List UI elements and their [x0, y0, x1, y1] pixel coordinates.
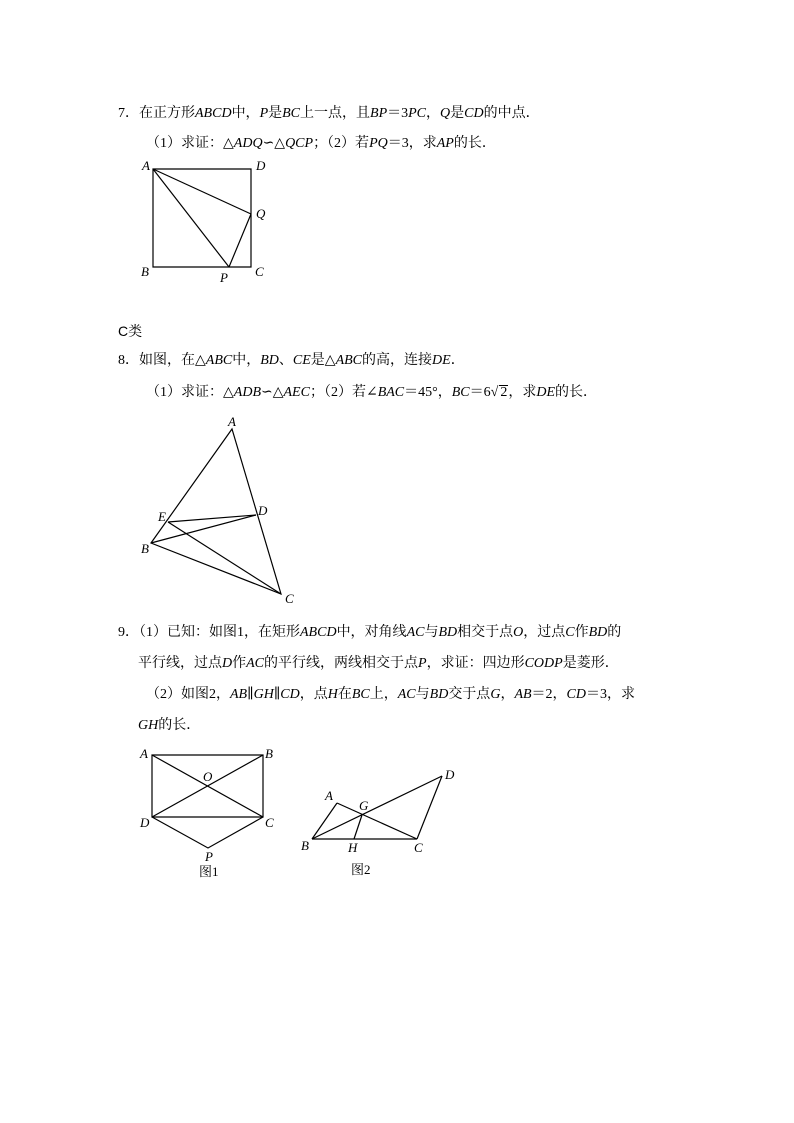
p7-label-b: B	[141, 264, 149, 279]
p8-stem: 8．如图，在△ABC中，BD、CE是△ABC的高，连接DE．	[118, 353, 465, 368]
fig1-caption: 图1	[199, 864, 219, 879]
fig1-label-c: C	[265, 815, 274, 830]
p7-label-d: D	[256, 158, 266, 173]
section-c-heading: C类	[118, 323, 143, 339]
p9-line-3: （2）如图2，AB∥GH∥CD，点H在BC上，AC与BD交于点G，AB＝2，CD＝3，求	[146, 687, 635, 702]
fig1-label-o: O	[203, 769, 213, 784]
fig1-label-d: D	[140, 815, 150, 830]
fig2-label-c: C	[414, 840, 423, 855]
fig2-label-a: A	[325, 788, 333, 803]
p7-label-c: C	[255, 264, 264, 279]
fig2-label-d: D	[445, 767, 455, 782]
p8-label-b: B	[141, 541, 149, 556]
fig2-label-h: H	[348, 840, 358, 855]
p7-label-a: A	[142, 158, 150, 173]
p7-stem: 7．在正方形ABCD中，P是BC上一点，且BP＝3PC，Q是CD的中点．	[118, 106, 540, 121]
p7-subquestions: （1）求证：△ADQ∽△QCP；（2）若PQ＝3，求AP的长．	[146, 136, 496, 151]
sqrt-argument: 2	[500, 385, 508, 400]
p8-label-d: D	[258, 503, 268, 518]
p9-line-1: 9．（1）已知：如图1，在矩形ABCD中，对角线AC与BD相交于点O，过点C作BD的	[118, 625, 622, 640]
fig1-label-b: B	[265, 746, 273, 761]
fig1-label-p: P	[205, 849, 213, 864]
p8-label-c: C	[285, 591, 294, 606]
fig2-caption: 图2	[351, 862, 371, 877]
p8-label-e: E	[158, 509, 166, 524]
p7-label-q: Q	[256, 206, 266, 221]
fig1-label-a: A	[140, 746, 148, 761]
fig2-segment-bd	[312, 776, 442, 839]
fig2-label-g: G	[359, 798, 369, 813]
p7-label-p: P	[220, 270, 228, 285]
p9-line-4: GH的长．	[138, 718, 201, 733]
p8-label-a: A	[228, 414, 236, 429]
fig2-label-b: B	[301, 838, 309, 853]
p9-line-2: 平行线，过点D作AC的平行线，两线相交于点P，求证：四边形CODP是菱形．	[138, 656, 619, 671]
p8-subquestions: （1）求证：△ADB∽△AEC；（2）若∠BAC＝45°，BC＝6√ 2，求DE的长．	[146, 385, 597, 400]
fig2-segment-cd	[417, 776, 442, 839]
sqrt-symbol: √	[490, 385, 499, 400]
